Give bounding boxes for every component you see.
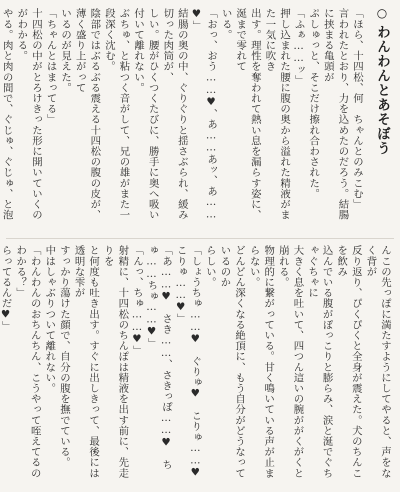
text-line: 十四松の中がとろけきった形に開いていくのがわかる。 [15, 8, 42, 220]
text-line: 「んっ、ちゅ……♥」 [130, 245, 143, 356]
text-line: 押し込まれた腰に腹の奥から溢れた精液がまた一気に吹き [263, 8, 291, 220]
text-line: ぷしゅっと、そこだけ擦れ合わされた。 [307, 8, 320, 199]
text-line: 言われたとおり、力を込めたのだろう。結腸に挟まる亀頭が [321, 8, 349, 220]
text-line: 射精に、十四松のちんぽは精液を出す前に、先走りを [101, 245, 129, 479]
text-line: いるのが見えた。 [59, 8, 72, 93]
text-line: 「あ……♥ さき……、さきっぽ……♥ ちゅ……ちゅ……♥」 [145, 245, 173, 470]
text-line: やる。肉と肉の間で、ぐじゅ、ぐじゅ、と泡 [0, 8, 13, 220]
section-title [368, 6, 392, 232]
text-line: 大きく息を吐いて、四つん這いの腕ががくがくと崩れる。 [276, 245, 304, 479]
text-line: 陰部ではぶるぶる震える十四松の腹の皮が、薄く盛り上がって [73, 8, 101, 220]
page-divider [6, 238, 394, 239]
text-line: 「ふぁ……ッ」 [292, 8, 305, 86]
text-line: 「ちゃんとはまってる」 [44, 8, 57, 125]
text-line: しい。腰がひくつくたびに、勝手に奥へ吸い付いて離れない。 [132, 8, 159, 220]
text-line: らしい。 [203, 245, 216, 288]
text-line: 結腸の奥の中、ぐりぐりと揺さぶられ、緩み切った肉筒が、 [161, 8, 188, 220]
text-line: 「おっ、おう……♥、あ……あッ、あ……♥」 [190, 8, 218, 221]
bottom-text-block [0, 245, 392, 490]
text-line: 反り返り、ぴくぴくと全身が震えた。犬のちんこを飲み [335, 245, 362, 479]
text-line: らってるんだ♥」 [0, 245, 12, 332]
section-number: ○ [375, 6, 389, 21]
text-line: 中はしゃぶりついて離れない。 [43, 245, 56, 394]
text-line: 込んでいる腹がぽっこりと膨らみ、涙と涎でぐちゃぐちゃに [306, 245, 333, 479]
text-line: 出す。理性を奪われて熱い息を漏らす姿に、涎まで零れて [234, 8, 261, 220]
text-line: 「しょうちゅ……♥ ぐりゅ♥ こりゅ……♥ こりゅ……♥」 [174, 245, 202, 490]
text-line: ぶちゅ、と粘つく音がして、兄の雄がまた一段深く沈む。 [102, 8, 130, 220]
text-line: 「ほら、十四松、何 ちゃんとのみこむ」 [351, 8, 363, 210]
text-line: 物理的に繋がっている。甘く鳴いている声が止まらない。 [247, 245, 275, 479]
text-line: いる。 [219, 8, 232, 40]
text-line: んこの先っぽに満たすようにしてやると、声をなく背が [364, 245, 391, 479]
text-line: どんどん深くなる絶頂に、もう自分がどうなっているのか [218, 245, 246, 479]
text-line: と何度も吐き出す。すぐに出しきって、最後には透明な雫が [72, 245, 100, 479]
text-line: すっかり蕩けた顔で、自分の腹を撫でている。 [57, 245, 70, 468]
section-title-text: わんわんとあそぼう [374, 25, 390, 156]
top-text-block [0, 8, 364, 230]
text-line: 「わんわんのおちんちん、こうやって咥えてるのわかる？」 [14, 245, 41, 479]
